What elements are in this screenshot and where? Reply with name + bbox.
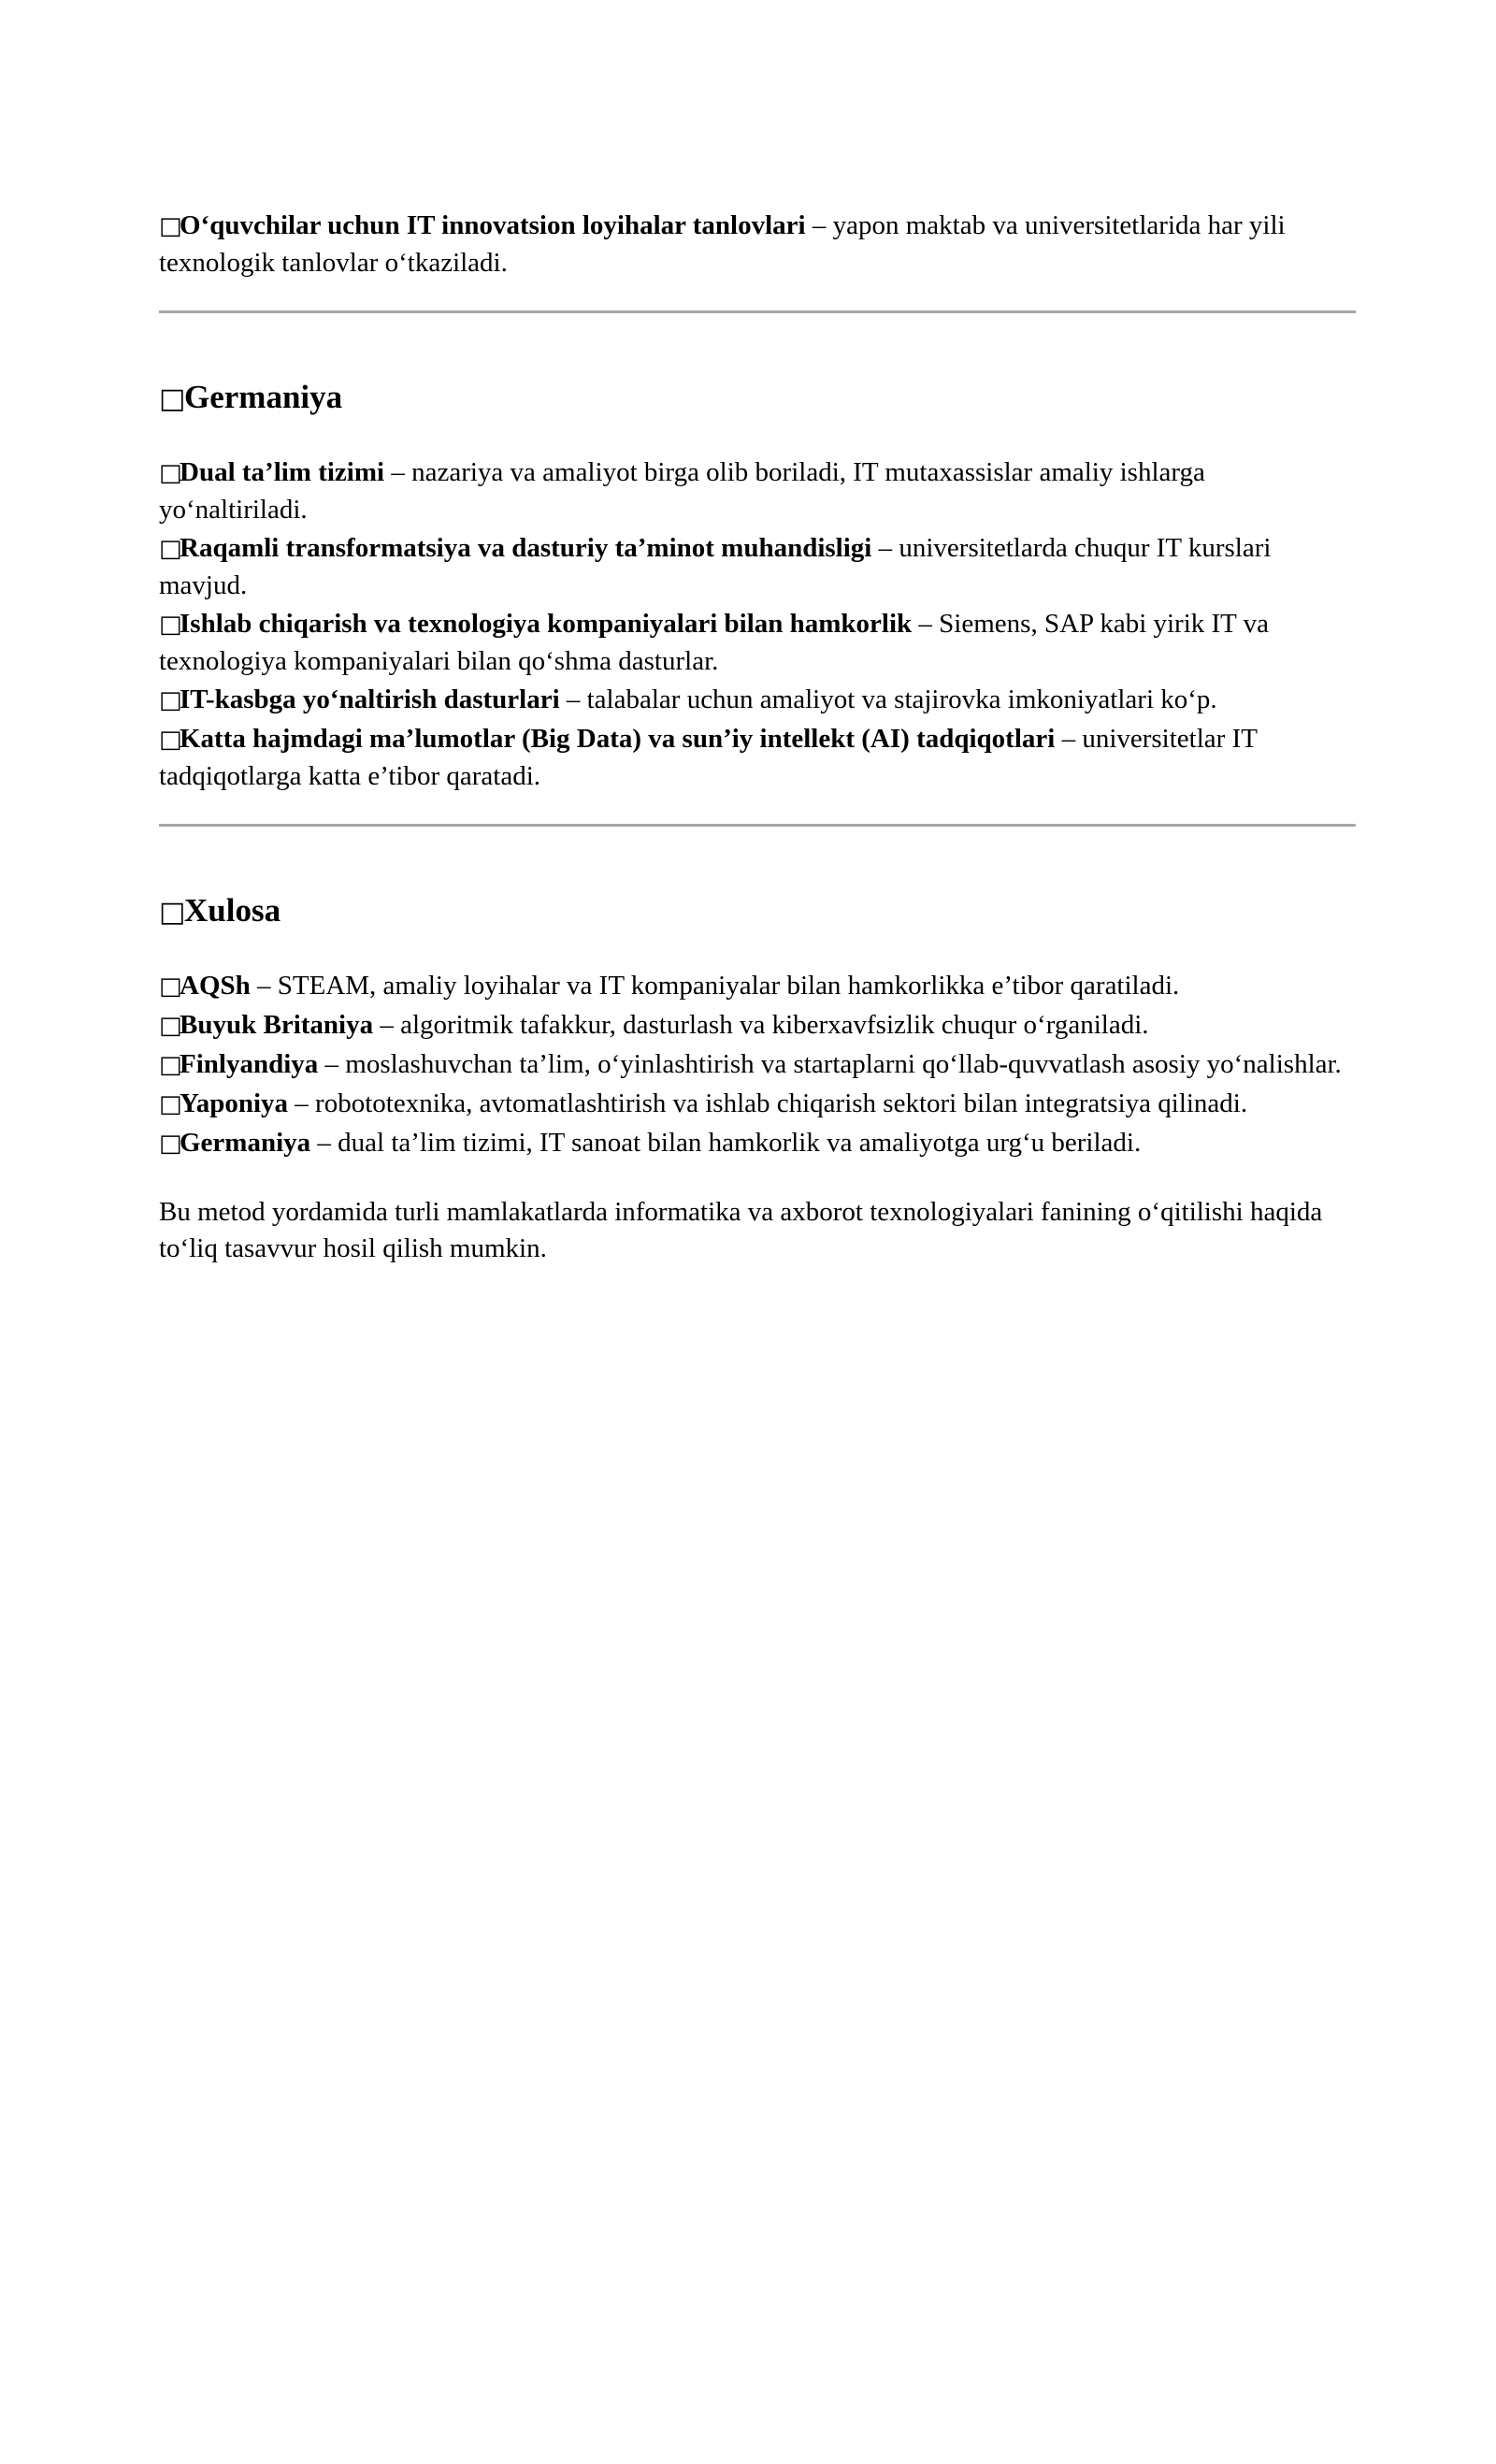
- list-item: [159, 606, 1356, 680]
- bullet-box-icon: □: [159, 973, 182, 1001]
- item-text: – STEAM, amaliy loyihalar va IT kompaniyalar bilan hamkorlikka e’tibor qaratiladi.: [250, 971, 1180, 1001]
- section-heading-xulosa: [159, 890, 1356, 933]
- item-title: IT-kasbga yo‘naltirish dasturlari: [180, 684, 560, 714]
- item-text: – nazariya va amaliyot birga olib boriladi, IT mutaxassislar amaliy ishlarga yo‘naltiriladi.: [159, 457, 1205, 525]
- item-text: – universitetlar IT tadqiqotlarga katta e’tibor qaratadi.: [159, 724, 1258, 791]
- item-text: – algoritmik tafakkur, dasturlash va kiberxavfsizlik chuqur o‘rganiladi.: [373, 1010, 1149, 1040]
- item-title: Finlyandiya: [180, 1049, 319, 1079]
- item-title: Raqamli transformatsiya va dasturiy ta’minot muhandisligi: [180, 533, 872, 563]
- item-text: – dual ta’lim tizimi, IT sanoat bilan hamkorlik va amaliyotga urg‘u beriladi.: [310, 1128, 1142, 1158]
- intro-list-item: [159, 208, 1356, 281]
- bullet-box-icon: □: [159, 382, 186, 415]
- item-text: – moslashuvchan ta’lim, o‘yinlashtirish va startaplarni qo‘llab-quvvatlash asosiy yo‘nalishlar.: [318, 1049, 1342, 1079]
- item-text: – Siemens, SAP kabi yirik IT va texnologiya kompaniyalari bilan qo‘shma dasturlar.: [159, 609, 1269, 676]
- list-item: [159, 1046, 1356, 1084]
- item-title: Dual ta’lim tizimi: [180, 457, 385, 487]
- section-heading-germaniya: [159, 377, 1356, 420]
- item-title: Ishlab chiqarish va texnologiya kompaniyalari bilan hamkorlik: [180, 609, 913, 639]
- bullet-box-icon: □: [159, 1130, 182, 1158]
- document-page: [159, 208, 1356, 1267]
- list-item: [159, 682, 1356, 719]
- item-title: AQSh: [180, 971, 251, 1001]
- bullet-box-icon: □: [159, 726, 182, 754]
- section-heading-text: Xulosa: [184, 892, 281, 929]
- bullet-box-icon: □: [159, 535, 182, 563]
- list-item: [159, 1086, 1356, 1123]
- closing-paragraph: Bu metod yordamida turli mamlakatlarda informatika va axborot texnologiyalari fanining o‘qitilishi haqida to‘liq tasavvur hosil qilish mumkin.: [159, 1197, 1323, 1263]
- horizontal-rule: [159, 824, 1356, 827]
- item-title: Germaniya: [180, 1128, 311, 1158]
- item-title: O‘quvchilar uchun IT innovatsion loyihalar tanlovlari: [180, 210, 806, 240]
- bullet-box-icon: □: [159, 896, 186, 929]
- item-text: – talabalar uchun amaliyot va stajirovka imkoniyatlari ko‘p.: [559, 684, 1217, 714]
- horizontal-rule: [159, 310, 1356, 313]
- item-text: – robototexnika, avtomatlashtirish va ishlab chiqarish sektori bilan integratsiya qilinadi.: [288, 1088, 1248, 1118]
- bullet-box-icon: □: [159, 459, 182, 487]
- list-item: [159, 968, 1356, 1005]
- item-text: – yapon maktab va universitetlarida har yili texnologik tanlovlar o‘tkaziladi.: [159, 210, 1286, 278]
- list-item: [159, 530, 1356, 604]
- xulosa-list: [159, 968, 1356, 1162]
- list-item: [159, 1125, 1356, 1162]
- list-item: [159, 454, 1356, 528]
- list-item: [159, 721, 1356, 795]
- germaniya-list: [159, 454, 1356, 795]
- bullet-box-icon: □: [159, 686, 182, 714]
- section-heading-text: Germaniya: [184, 379, 343, 415]
- item-text: – universitetlarda chuqur IT kurslari mavjud.: [159, 533, 1272, 600]
- bullet-box-icon: □: [159, 1012, 182, 1040]
- bullet-box-icon: □: [159, 212, 182, 240]
- item-title: Katta hajmdagi ma’lumotlar (Big Data) va sun’iy intellekt (AI) tadqiqotlari: [180, 724, 1056, 754]
- item-title: Yaponiya: [180, 1088, 289, 1118]
- item-title: Buyuk Britaniya: [180, 1010, 374, 1040]
- bullet-box-icon: □: [159, 611, 182, 639]
- bullet-box-icon: □: [159, 1090, 182, 1118]
- bullet-box-icon: □: [159, 1051, 182, 1079]
- list-item: [159, 1007, 1356, 1045]
